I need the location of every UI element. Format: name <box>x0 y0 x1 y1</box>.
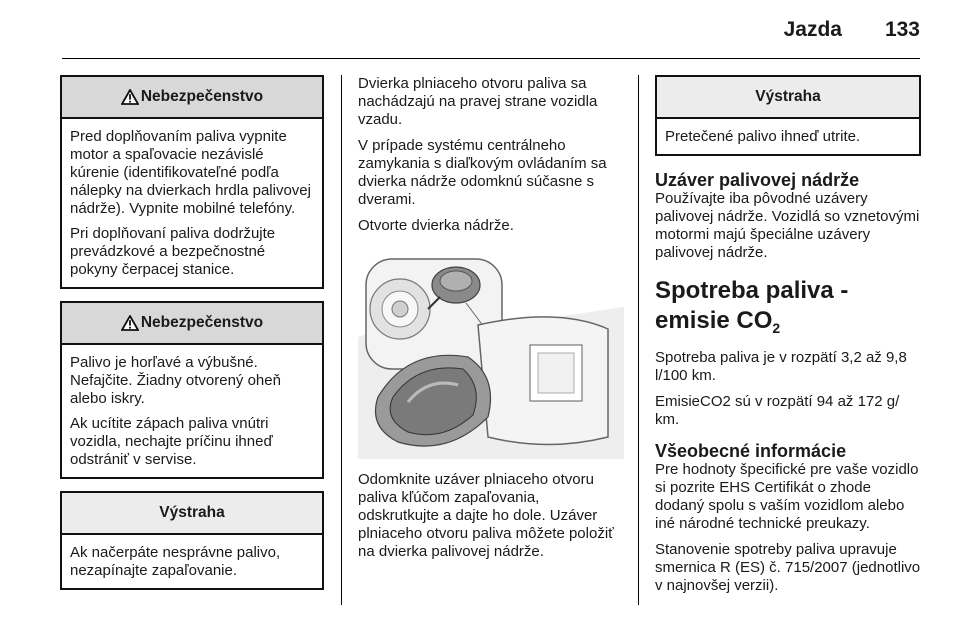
page-number: 133 <box>884 18 920 41</box>
danger-box-header <box>62 303 322 345</box>
paragraph-general-1: Pre hodnoty špecifické pre vaše vozidlo si pozrite EHS Certifikát o zhode dodaný spolu s vaším vozidlom alebo iné národné technické preukazy. <box>655 461 919 532</box>
danger-paragraph: Pred doplňovaním paliva vypnite motor a spaľovacie nezávislé kúrenie (identifikovateľné podľa nálepky na dvierkach hrdla palivovej nádrže). Vypnite mobilné telefóny. <box>70 128 311 217</box>
caution-box-body <box>657 119 919 154</box>
paragraph-general-2: Stanovenie spotreby paliva upravuje smernica R (ES) č. 715/2007 (jednotlivo v najnovšej verzii). <box>655 541 921 594</box>
danger-box-title: Nebezpečenstvo <box>140 314 264 331</box>
general-info-section <box>655 441 921 595</box>
fuel-cap-section <box>655 170 921 262</box>
heading-fuel-cap: Uzáver palivovej nádrže <box>655 170 860 190</box>
danger-paragraph: Palivo je horľavé a výbušné. Nefajčite. Žiadny otvorený oheň alebo iskry. <box>70 354 281 407</box>
danger-box-header <box>62 77 322 119</box>
danger-paragraph: Ak ucítite zápach paliva vnútri vozidla, nechajte príčinu ihneď odstrániť v servise. <box>70 415 273 468</box>
heading-consumption-emissions: Spotreba paliva - emisie $CO_2$ <box>655 277 849 336</box>
section-title: Jazda <box>783 18 842 41</box>
caution-box-title: Výstraha <box>62 493 322 535</box>
caution-box-body <box>62 535 322 588</box>
caution-box-title: Výstraha <box>657 77 919 119</box>
paragraph-consumption-range: Spotreba paliva je v rozpätí 3,2 až 9,8 l/100 km. <box>655 349 907 384</box>
caution-paragraph: Pretečené palivo ihneď utrite. <box>665 128 861 145</box>
column-right <box>655 75 921 603</box>
paragraph-unlock-cap: Odomknite uzáver plniaceho otvoru paliva kľúčom zapaľovania, odskrutkujte a dajte ho dole. Uzáver plniaceho otvoru paliva môžete položiť na dvierka palivovej nádrže. <box>358 471 614 560</box>
danger-box-title: Nebezpečenstvo <box>140 88 264 105</box>
body-text-unlock <box>358 471 624 561</box>
danger-box-body <box>62 345 322 477</box>
column-divider <box>341 75 342 605</box>
fuel-cap-illustration <box>358 247 624 459</box>
page-header <box>0 0 960 60</box>
caution-box-wrong-fuel <box>60 491 324 590</box>
heading-general-info: Všeobecné informácie <box>655 441 847 461</box>
paragraph-location: Dvierka plniaceho otvoru paliva sa nachádzajú na pravej strane vozidla vzadu. <box>358 75 598 128</box>
column-divider <box>638 75 639 605</box>
column-middle <box>358 75 624 569</box>
warning-triangle-icon <box>121 89 139 105</box>
warning-triangle-icon <box>121 315 139 331</box>
danger-box-refuel <box>60 75 324 289</box>
paragraph-central-locking: V prípade systému centrálneho zamykania s diaľkovým ovládaním sa dvierka nádrže odomknú súčasne s dverami. <box>358 137 607 208</box>
header-rule <box>62 58 920 59</box>
caution-paragraph: Ak načerpáte nesprávne palivo, nezapínajte zapaľovanie. <box>70 544 281 579</box>
danger-box-body <box>62 119 322 287</box>
body-text <box>358 75 624 235</box>
fuel-filler-drawing <box>358 247 624 459</box>
danger-box-flammable <box>60 301 324 479</box>
paragraph-open-flap: Otvorte dvierka nádrže. <box>358 217 514 234</box>
paragraph-emission-range: EmisieCO2 sú v rozpätí 94 až 172 g/ km. <box>655 393 900 428</box>
danger-paragraph: Pri doplňovaní paliva dodržujte prevádzkové a bezpečnostné pokyny čerpacej stanice. <box>70 225 276 278</box>
paragraph-fuel-cap: Používajte iba pôvodné uzávery palivovej nádrže. Vozidlá so vznetovými motormi majú špeciálne uzávery palivovej nádrže. <box>655 190 920 261</box>
column-left <box>60 75 324 602</box>
consumption-section <box>655 349 921 429</box>
caution-box-spilled-fuel <box>655 75 921 156</box>
